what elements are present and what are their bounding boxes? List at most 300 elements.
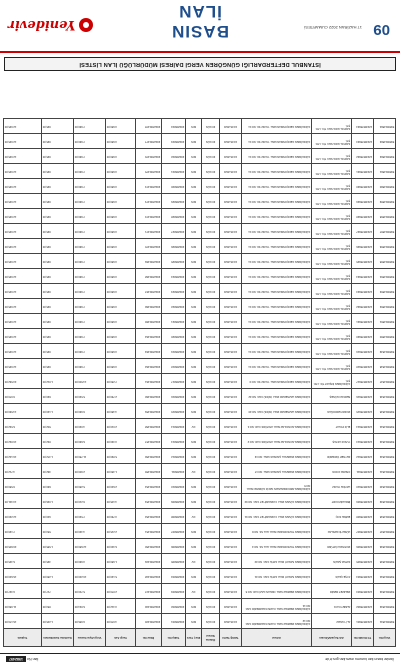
table-cell: 5080012559 bbox=[374, 194, 396, 209]
table-row bbox=[4, 374, 396, 389]
table-cell: GÜNGÖREN MERKEZ MAH. KAZIM KARABEKİR CAD. NO:12 bbox=[242, 614, 312, 629]
table-row bbox=[4, 464, 396, 479]
table-cell: 3.980,00 bbox=[106, 314, 136, 329]
table-cell: 19.142,00 bbox=[4, 449, 42, 464]
table-cell: ELİF POLAT bbox=[312, 419, 352, 434]
table-cell: 5080012546 bbox=[374, 389, 396, 404]
table-cell: 16.06.2022 bbox=[220, 419, 242, 434]
table-cell: 16.06.2022 bbox=[220, 299, 242, 314]
table-cell: 5080012554 bbox=[374, 269, 396, 284]
table-cell: 12345678934 bbox=[352, 119, 374, 134]
notice-table bbox=[3, 118, 396, 647]
table-cell: MURAT ERDOĞAN bbox=[312, 404, 352, 419]
table-cell: GÜNGÖREN SANAYİ MAH. FATİH CAD. NO:23 bbox=[242, 554, 312, 569]
table-row bbox=[4, 119, 396, 134]
table-cell: 660,00 bbox=[42, 479, 74, 494]
table-cell: 5080012537 bbox=[374, 524, 396, 539]
table-cell: 4.480,00 bbox=[106, 404, 136, 419]
table-cell: 30 GÜN bbox=[202, 269, 220, 284]
table-cell: 4.020,00 bbox=[74, 419, 106, 434]
table-cell: 202206032 bbox=[162, 149, 186, 164]
table-cell: 16.06.2022 bbox=[220, 269, 242, 284]
table-cell: GÜNGÖREN HAZNEDAR MAH. İNÖNÜ CAD. NO:42 bbox=[242, 389, 312, 404]
table-cell: 4.105,00 bbox=[106, 494, 136, 509]
table-cell: KDV bbox=[186, 164, 202, 179]
table-cell: 5080012548 bbox=[374, 359, 396, 374]
table-cell: 202206011 bbox=[162, 464, 186, 479]
table-cell: HATİCE YILDIZ bbox=[312, 479, 352, 494]
table-cell: 30 GÜN bbox=[202, 194, 220, 209]
table-cell: FATMA ŞAHİN bbox=[312, 554, 352, 569]
table-cell: GÜNGÖREN GENÇOSMAN MAH. YILDIZ SK. NO:11 bbox=[242, 269, 312, 284]
table-cell: 7.198,00 bbox=[4, 524, 42, 539]
table-cell: 11.780,00 bbox=[74, 449, 106, 464]
table-cell: 2.900,00 bbox=[74, 464, 106, 479]
table-cell: 5080012552 bbox=[374, 299, 396, 314]
table-cell: 16.06.2022 bbox=[220, 509, 242, 524]
table-cell: 202206034 bbox=[162, 119, 186, 134]
table-row bbox=[4, 344, 396, 359]
table-cell: 717,00 bbox=[42, 584, 74, 599]
table-cell: KARTAL GIDA SAN. TİC. LTD. ŞTİ. bbox=[312, 164, 352, 179]
table-cell: 5080012561 bbox=[374, 164, 396, 179]
table-cell: 12.220,00 bbox=[4, 509, 42, 524]
table-cell: 995,00 bbox=[42, 299, 74, 314]
table-cell: KARTAL GIDA SAN. TİC. LTD. ŞTİ. bbox=[312, 254, 352, 269]
section-title: BASIN İLAN bbox=[171, 2, 229, 41]
table-cell: 5080012542 bbox=[374, 449, 396, 464]
table-cell: 16.06.2022 bbox=[220, 359, 242, 374]
table-cell: 2022/001270 bbox=[136, 239, 162, 254]
table-cell: 12345678913 bbox=[352, 434, 374, 449]
table-cell: 30 GÜN bbox=[202, 479, 220, 494]
table-cell: 202206022 bbox=[162, 299, 186, 314]
table-cell: 30 GÜN bbox=[202, 389, 220, 404]
table-cell: 3.980,00 bbox=[106, 329, 136, 344]
table-cell: 9.327,00 bbox=[4, 584, 42, 599]
table-cell: 7.960,00 bbox=[74, 164, 106, 179]
table-cell: 1.980,00 bbox=[106, 554, 136, 569]
table-cell: 2022/001259 bbox=[136, 404, 162, 419]
table-cell: 202206005 bbox=[162, 554, 186, 569]
table-cell: 12345678916 bbox=[352, 389, 374, 404]
table-cell: 12.935,00 bbox=[4, 254, 42, 269]
column-header: Ödeme Süresi bbox=[202, 629, 220, 647]
table-cell: 1.450,00 bbox=[106, 464, 136, 479]
table-cell: 4.712,00 bbox=[4, 464, 42, 479]
table-cell: 12345678924 bbox=[352, 269, 374, 284]
table-cell: 3.980,00 bbox=[106, 254, 136, 269]
table-cell: 5.280,00 bbox=[74, 479, 106, 494]
table-cell: 12345678904 bbox=[352, 569, 374, 584]
table-row bbox=[4, 209, 396, 224]
table-cell: 12345678923 bbox=[352, 284, 374, 299]
table-cell: 2022/001248 bbox=[136, 569, 162, 584]
table-cell: 5.890,00 bbox=[106, 449, 136, 464]
table-cell: 3.980,00 bbox=[106, 344, 136, 359]
table-cell: 7.960,00 bbox=[74, 149, 106, 164]
table-cell: 3.980,00 bbox=[106, 209, 136, 224]
table-cell: GÜNGÖREN MERKEZ MAH. KAZIM KARABEKİR CAD. NO:14 bbox=[242, 599, 312, 614]
table-cell: 995,00 bbox=[42, 224, 74, 239]
table-cell: 995,00 bbox=[42, 194, 74, 209]
table-cell: 3.760,00 bbox=[106, 509, 136, 524]
table-cell: HÜSEYİN ARSLAN bbox=[312, 524, 352, 539]
table-cell: KDV bbox=[186, 434, 202, 449]
table-row bbox=[4, 494, 396, 509]
table-cell: 16.06.2022 bbox=[220, 344, 242, 359]
table-cell: 16.06.2022 bbox=[220, 614, 242, 629]
table-cell: 16.06.2022 bbox=[220, 284, 242, 299]
table-cell: GÜNGÖREN GÜVEN MAH. CUMHURİYET CAD. NO:31 bbox=[242, 509, 312, 524]
table-row bbox=[4, 419, 396, 434]
table-cell: 12.935,00 bbox=[4, 224, 42, 239]
table-cell: 5.520,00 bbox=[74, 389, 106, 404]
table-cell: 12.935,00 bbox=[4, 314, 42, 329]
table-row bbox=[4, 299, 396, 314]
table-cell: 3.980,00 bbox=[106, 239, 136, 254]
table-cell: 2022/001262 bbox=[136, 359, 162, 374]
table-cell: 2022/001267 bbox=[136, 284, 162, 299]
table-cell: 8.210,00 bbox=[74, 494, 106, 509]
table-cell: 202206019 bbox=[162, 344, 186, 359]
table-cell: KDV bbox=[186, 494, 202, 509]
table-cell: 12.935,00 bbox=[4, 239, 42, 254]
table-cell: YUSUF AKTAŞ bbox=[312, 434, 352, 449]
table-cell: 12345678922 bbox=[352, 299, 374, 314]
table-cell: 202206008 bbox=[162, 509, 186, 524]
table-cell: KDV bbox=[186, 209, 202, 224]
table-cell: 3.330,00 bbox=[106, 434, 136, 449]
table-cell: GÜNGÖREN GENÇOSMAN MAH. YILDIZ SK. NO:11 bbox=[242, 224, 312, 239]
table-row bbox=[4, 584, 396, 599]
table-cell: AHMET KAYA bbox=[312, 599, 352, 614]
table-cell: 16.06.2022 bbox=[220, 209, 242, 224]
table-cell: 202206006 bbox=[162, 539, 186, 554]
page-header bbox=[0, 0, 400, 53]
table-cell: 30 GÜN bbox=[202, 539, 220, 554]
table-cell: KARTAL GIDA SAN. TİC. LTD. ŞTİ. bbox=[312, 134, 352, 149]
table-cell: 16.06.2022 bbox=[220, 464, 242, 479]
table-cell: 5080012550 bbox=[374, 329, 396, 344]
table-cell: GV bbox=[186, 554, 202, 569]
table-cell: 2022/001250 bbox=[136, 539, 162, 554]
table-cell: 7.960,00 bbox=[74, 314, 106, 329]
table-cell: KARTAL GIDA SAN. TİC. LTD. ŞTİ. bbox=[312, 194, 352, 209]
table-cell: 2022/001254 bbox=[136, 479, 162, 494]
table-cell: 5.120,00 bbox=[106, 569, 136, 584]
column-header: İhbar No bbox=[136, 629, 162, 647]
table-cell: 12345678919 bbox=[352, 344, 374, 359]
page-number: 09 bbox=[373, 21, 390, 38]
table-cell: 12345678909 bbox=[352, 494, 374, 509]
column-header: Borç Türü bbox=[186, 629, 202, 647]
table-cell: 5080012539 bbox=[374, 494, 396, 509]
table-cell: KARTAL GIDA SAN. TİC. LTD. ŞTİ. bbox=[312, 299, 352, 314]
table-cell: 690,00 bbox=[42, 389, 74, 404]
table-cell: 30 GÜN bbox=[202, 524, 220, 539]
table-cell: 12345678911 bbox=[352, 464, 374, 479]
table-cell: KARTAL GIDA SAN. TİC. LTD. ŞTİ. bbox=[312, 224, 352, 239]
table-cell: 5080012534 bbox=[374, 569, 396, 584]
table-cell: 3.412,00 bbox=[106, 599, 136, 614]
table-cell: 2022/001275 bbox=[136, 164, 162, 179]
table-cell: GÜNGÖREN MARESAL ÇAKMAK MAH. NO:17 bbox=[242, 464, 312, 479]
table-row bbox=[4, 539, 396, 554]
table-cell: 16.179,00 bbox=[4, 614, 42, 629]
table-cell: 8.970,00 bbox=[4, 389, 42, 404]
table-cell: 202206013 bbox=[162, 434, 186, 449]
table-cell: GÜNGÖREN TOZKOPARAN MAH. HAL SK. NO:4 bbox=[242, 539, 312, 554]
table-cell: GÜNGÖREN TOZKOPARAN MAH. HAL SK. NO:6 bbox=[242, 524, 312, 539]
table-cell: 202206014 bbox=[162, 419, 186, 434]
table-cell: KDV bbox=[186, 269, 202, 284]
table-cell: GÜNGÖREN MERKEZ MAH. ORHAN GAZİ CAD. NO:8 bbox=[242, 584, 312, 599]
table-cell: 2022/001273 bbox=[136, 194, 162, 209]
table-cell: 1.812,00 bbox=[42, 374, 74, 389]
table-cell: KDV bbox=[186, 149, 202, 164]
table-cell: 2.760,00 bbox=[106, 389, 136, 404]
table-cell: 2.870,00 bbox=[106, 584, 136, 599]
table-cell: 30 GÜN bbox=[202, 464, 220, 479]
table-cell: 10.822,00 bbox=[4, 434, 42, 449]
table-cell: GÜNGÖREN ABDURRAHMAN NAFİZ GÜRMAN MAH. NO:5 bbox=[242, 479, 312, 494]
table-cell: 16.06.2022 bbox=[220, 119, 242, 134]
table-cell: KARTAL GIDA SAN. TİC. LTD. ŞTİ. bbox=[312, 149, 352, 164]
table-cell: 502,00 bbox=[42, 419, 74, 434]
table-cell: GV bbox=[186, 419, 202, 434]
footer-bar bbox=[0, 653, 400, 665]
logo-mark-icon bbox=[79, 18, 93, 32]
table-cell: 7.960,00 bbox=[74, 224, 106, 239]
table-cell: 12.935,00 bbox=[4, 269, 42, 284]
table-cell: 30 GÜN bbox=[202, 329, 220, 344]
table-row bbox=[4, 329, 396, 344]
table-cell: 5080012555 bbox=[374, 254, 396, 269]
table-cell: 2022/001246 bbox=[136, 599, 162, 614]
table-cell: 12.935,00 bbox=[4, 194, 42, 209]
table-cell: 853,00 bbox=[42, 599, 74, 614]
table-cell: 202206030 bbox=[162, 179, 186, 194]
table-cell: 202206012 bbox=[162, 449, 186, 464]
table-cell: 2022/001247 bbox=[136, 584, 162, 599]
column-header: Adı Soyadı/Ünvanı bbox=[312, 629, 352, 647]
table-cell: 3.980,00 bbox=[106, 179, 136, 194]
table-cell: 2022/001274 bbox=[136, 179, 162, 194]
table-cell: 7.960,00 bbox=[74, 284, 106, 299]
table-cell: KDV bbox=[186, 299, 202, 314]
table-cell: 7.960,00 bbox=[74, 239, 106, 254]
table-cell: 16.06.2022 bbox=[220, 584, 242, 599]
table-cell: KDV bbox=[186, 194, 202, 209]
table-cell: 8.960,00 bbox=[74, 404, 106, 419]
table-cell: MUSTAFA ÖZTÜRK bbox=[312, 539, 352, 554]
table-cell: 12345678932 bbox=[352, 149, 374, 164]
table-cell: 5080012540 bbox=[374, 479, 396, 494]
table-cell: 995,00 bbox=[42, 149, 74, 164]
table-cell: 5080012553 bbox=[374, 284, 396, 299]
table-cell: 16.06.2022 bbox=[220, 539, 242, 554]
table-cell: 8.580,00 bbox=[4, 479, 42, 494]
table-cell: 5080012538 bbox=[374, 509, 396, 524]
table-cell: 5080012536 bbox=[374, 539, 396, 554]
table-cell: 7.960,00 bbox=[74, 269, 106, 284]
table-cell: 13.341,00 bbox=[4, 494, 42, 509]
table-cell: 1.472,00 bbox=[42, 449, 74, 464]
notice-title: İSTANBUL DEFTERDARLIĞI GÜNGÖREN VERGİ DAİRESİ MÜDÜRLÜĞÜ İLAN LİSTESİ bbox=[4, 57, 396, 71]
table-cell: 940,00 bbox=[42, 509, 74, 524]
table-cell: GV bbox=[186, 464, 202, 479]
table-cell: 12.935,00 bbox=[4, 149, 42, 164]
table-cell: 16.06.2022 bbox=[220, 569, 242, 584]
table-cell: 16.06.2022 bbox=[220, 239, 242, 254]
table-cell: ZEYNEP ÖZDEMİR bbox=[312, 449, 352, 464]
table-cell: 16.06.2022 bbox=[220, 164, 242, 179]
table-cell: KARTAL GIDA SAN. TİC. LTD. ŞTİ. bbox=[312, 284, 352, 299]
table-cell: GÜNGÖREN GENÇOSMAN MAH. YILDIZ SK. NO:11 bbox=[242, 134, 312, 149]
table-cell: KARTAL GIDA SAN. TİC. LTD. ŞTİ. bbox=[312, 209, 352, 224]
table-cell: 202206026 bbox=[162, 239, 186, 254]
table-cell: 2022/001268 bbox=[136, 269, 162, 284]
table-cell: KDV bbox=[186, 479, 202, 494]
table-cell: KDV bbox=[186, 314, 202, 329]
table-cell: 30 GÜN bbox=[202, 179, 220, 194]
table-cell: 2022/001266 bbox=[136, 299, 162, 314]
table-cell: 12345678914 bbox=[352, 419, 374, 434]
table-cell: 1.120,00 bbox=[42, 404, 74, 419]
table-row bbox=[4, 404, 396, 419]
table-cell: 2022/001278 bbox=[136, 119, 162, 134]
table-cell: 16.06.2022 bbox=[220, 374, 242, 389]
table-cell: 3.980,00 bbox=[106, 119, 136, 134]
table-cell: 7.960,00 bbox=[74, 119, 106, 134]
table-cell: KDV bbox=[186, 239, 202, 254]
table-cell: 202206018 bbox=[162, 359, 186, 374]
table-cell: 2022/001257 bbox=[136, 434, 162, 449]
table-cell: KDV bbox=[186, 344, 202, 359]
table-cell: 9.956,00 bbox=[74, 614, 106, 629]
table-cell: 12345678912 bbox=[352, 449, 374, 464]
table-cell: 5080012549 bbox=[374, 344, 396, 359]
table-cell: 4.430,00 bbox=[74, 524, 106, 539]
table-cell: 30 GÜN bbox=[202, 164, 220, 179]
table-cell: GÜNGÖREN GENÇOSMAN MAH. YILDIZ SK. NO:11 bbox=[242, 344, 312, 359]
table-cell: 202206020 bbox=[162, 329, 186, 344]
table-cell: 995,00 bbox=[42, 314, 74, 329]
table-cell: GÜNGÖREN GENÇOSMAN MAH. YILDIZ SK. NO:11 bbox=[242, 299, 312, 314]
table-cell: KDV bbox=[186, 359, 202, 374]
table-cell: OSMAN AYDIN bbox=[312, 464, 352, 479]
table-cell: EMİNE KOÇ bbox=[312, 509, 352, 524]
table-cell: 12345678901 bbox=[352, 614, 374, 629]
table-cell: 2022/001258 bbox=[136, 419, 162, 434]
column-header: Toplam bbox=[4, 629, 42, 647]
table-cell: 202206023 bbox=[162, 284, 186, 299]
table-row bbox=[4, 134, 396, 149]
table-cell: 5080012556 bbox=[374, 239, 396, 254]
table-cell: 202206001 bbox=[162, 614, 186, 629]
table-cell: KARTAL GIDA SAN. TİC. LTD. ŞTİ. bbox=[312, 359, 352, 374]
table-cell: 12345678908 bbox=[352, 509, 374, 524]
table-cell: 10.240,00 bbox=[74, 569, 106, 584]
table-cell: 12345678921 bbox=[352, 314, 374, 329]
table-cell: 30 GÜN bbox=[202, 239, 220, 254]
table-cell: 202206002 bbox=[162, 599, 186, 614]
table-row bbox=[4, 254, 396, 269]
table-cell: 12.935,00 bbox=[4, 209, 42, 224]
table-cell: 202206027 bbox=[162, 224, 186, 239]
table-cell: KARTAL GIDA SAN. TİC. LTD. ŞTİ. bbox=[312, 119, 352, 134]
table-cell: GÜNGÖREN GENÇOSMAN MAH. YILDIZ SK. NO:11 bbox=[242, 314, 312, 329]
table-cell: 832,00 bbox=[42, 434, 74, 449]
table-cell: 16.06.2022 bbox=[220, 494, 242, 509]
table-cell: 7.960,00 bbox=[74, 194, 106, 209]
table-cell: GÜNGÖREN SANAYİ MAH. FATİH CAD. NO:21 bbox=[242, 569, 312, 584]
table-cell: 12345678906 bbox=[352, 539, 374, 554]
table-cell: 12.935,00 bbox=[4, 179, 42, 194]
table-cell: 5080012531 bbox=[374, 614, 396, 629]
table-cell: KDV bbox=[186, 449, 202, 464]
table-header-row bbox=[4, 629, 396, 647]
table-cell: 995,00 bbox=[42, 239, 74, 254]
table-cell: 16.06.2022 bbox=[220, 134, 242, 149]
table-cell: 30 GÜN bbox=[202, 584, 220, 599]
table-cell: 30 GÜN bbox=[202, 404, 220, 419]
table-cell: 12.935,00 bbox=[4, 299, 42, 314]
column-header: Vergi No bbox=[374, 629, 396, 647]
table-cell: 30 GÜN bbox=[202, 134, 220, 149]
table-cell: 2022/001264 bbox=[136, 329, 162, 344]
table-cell: KDV bbox=[186, 284, 202, 299]
table-cell: 995,00 bbox=[42, 119, 74, 134]
table-cell: 202206016 bbox=[162, 389, 186, 404]
table-cell: 995,00 bbox=[42, 209, 74, 224]
table-row bbox=[4, 269, 396, 284]
table-cell: 12345678926 bbox=[352, 239, 374, 254]
table-cell: 2022/001253 bbox=[136, 494, 162, 509]
table-cell: 30 GÜN bbox=[202, 509, 220, 524]
table-row bbox=[4, 434, 396, 449]
table-cell: 5080012551 bbox=[374, 314, 396, 329]
table-cell: 5080012560 bbox=[374, 179, 396, 194]
table-cell: GÜNGÖREN AKINCILAR MAH. ATATÜRK CAD. NO:2 bbox=[242, 434, 312, 449]
table-cell: 30 GÜN bbox=[202, 149, 220, 164]
table-row bbox=[4, 149, 396, 164]
table-cell: 16.06.2022 bbox=[220, 599, 242, 614]
table-cell: 30 GÜN bbox=[202, 614, 220, 629]
table-cell: 16.06.2022 bbox=[220, 554, 242, 569]
table-cell: 5080012557 bbox=[374, 224, 396, 239]
table-cell: GÜNGÖREN GENÇOSMAN MAH. YILDIZ SK. NO:11 bbox=[242, 359, 312, 374]
table-cell: 16.06.2022 bbox=[220, 314, 242, 329]
table-cell: 5080012558 bbox=[374, 209, 396, 224]
newspaper-logo[interactable] bbox=[8, 13, 93, 37]
table-cell: GÜNGÖREN GENÇOSMAN MAH. YILDIZ SK. NO:11 bbox=[242, 149, 312, 164]
table-row bbox=[4, 554, 396, 569]
table-cell: 7.960,00 bbox=[74, 209, 106, 224]
table-row bbox=[4, 284, 396, 299]
table-cell: 12345678903 bbox=[352, 584, 374, 599]
table-cell: 3.980,00 bbox=[106, 224, 136, 239]
table-cell: 16.640,00 bbox=[4, 569, 42, 584]
table-cell: 995,00 bbox=[42, 254, 74, 269]
table-cell: MEHMET DEMİR bbox=[312, 584, 352, 599]
table-cell: GÜNGÖREN GENÇOSMAN MAH. YILDIZ SK. NO:11 bbox=[242, 209, 312, 224]
table-cell: 3.960,00 bbox=[74, 554, 106, 569]
table-cell: KARTAL GIDA SAN. TİC. LTD. ŞTİ. bbox=[312, 329, 352, 344]
table-cell: 2022/001245 bbox=[136, 614, 162, 629]
table-cell: 4.978,00 bbox=[106, 614, 136, 629]
